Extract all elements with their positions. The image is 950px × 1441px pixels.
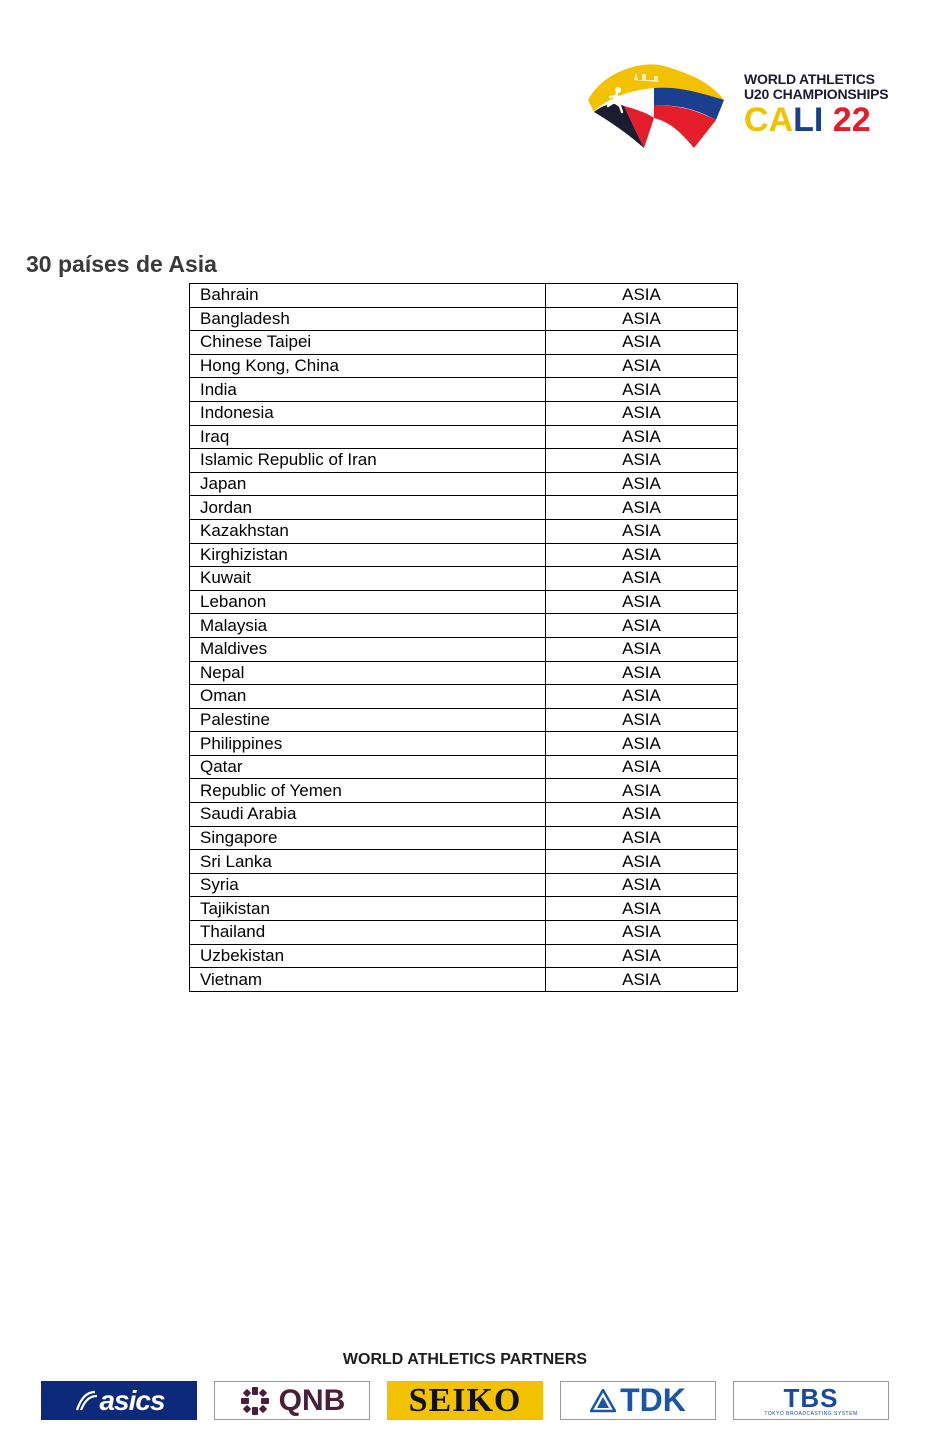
country-cell: Japan: [190, 472, 546, 496]
region-cell: ASIA: [546, 708, 738, 732]
logo-cali-22: [744, 102, 888, 138]
logo-cali-li: LI: [793, 101, 824, 139]
country-cell: Malaysia: [190, 614, 546, 638]
country-cell: Syria: [190, 873, 546, 897]
region-cell: ASIA: [546, 567, 738, 591]
country-cell: Nepal: [190, 661, 546, 685]
table-row: [190, 307, 738, 331]
table-row: [190, 472, 738, 496]
event-logo: [584, 60, 894, 155]
asics-logo-icon: [41, 1381, 197, 1420]
table-row: [190, 661, 738, 685]
table-row: [190, 921, 738, 945]
country-cell: Thailand: [190, 921, 546, 945]
logo-cali-num: 22: [832, 101, 871, 139]
region-cell: ASIA: [546, 897, 738, 921]
table-row: [190, 449, 738, 473]
country-cell: Vietnam: [190, 968, 546, 992]
table-row: [190, 590, 738, 614]
region-cell: ASIA: [546, 378, 738, 402]
table-row: [190, 944, 738, 968]
seiko-logo-icon: [387, 1381, 543, 1420]
table-row: [190, 378, 738, 402]
region-cell: ASIA: [546, 661, 738, 685]
region-cell: ASIA: [546, 590, 738, 614]
region-cell: ASIA: [546, 331, 738, 355]
asics-stripe-icon: [73, 1390, 99, 1412]
logo-cali-a: A: [768, 101, 794, 139]
tbs-logo-text: TBS: [783, 1382, 839, 1413]
table-row: [190, 897, 738, 921]
table-row: [190, 614, 738, 638]
tbs-logo-subtext: TOKYO BROADCASTING SYSTEM: [764, 1410, 858, 1417]
region-cell: ASIA: [546, 543, 738, 567]
country-cell: Qatar: [190, 755, 546, 779]
qnb-logo-icon: [214, 1381, 370, 1420]
country-cell: Islamic Republic of Iran: [190, 449, 546, 473]
country-cell: Kuwait: [190, 567, 546, 591]
country-cell: Kazakhstan: [190, 519, 546, 543]
table-row: [190, 732, 738, 756]
tdk-emblem-icon: [590, 1389, 616, 1413]
partners-row: [41, 1381, 889, 1420]
region-cell: ASIA: [546, 826, 738, 850]
tdk-logo-icon: [560, 1381, 716, 1420]
seiko-logo-text: SEIKO: [408, 1381, 522, 1419]
region-cell: ASIA: [546, 755, 738, 779]
region-cell: ASIA: [546, 944, 738, 968]
logo-line-1: WORLD ATHLETICS: [744, 71, 875, 87]
tdk-logo-text: TDK: [620, 1382, 686, 1418]
table-row: [190, 331, 738, 355]
qnb-emblem-icon: [239, 1385, 271, 1417]
table-row: [190, 826, 738, 850]
country-table-body: [190, 284, 738, 992]
table-row: [190, 685, 738, 709]
region-cell: ASIA: [546, 449, 738, 473]
runner-emblem-icon: [584, 60, 732, 152]
table-row: [190, 803, 738, 827]
region-cell: ASIA: [546, 873, 738, 897]
section-title: 30 países de Asia: [26, 251, 217, 277]
region-cell: ASIA: [546, 732, 738, 756]
country-cell: Iraq: [190, 425, 546, 449]
region-cell: ASIA: [546, 425, 738, 449]
country-cell: Bahrain: [190, 284, 546, 308]
country-cell: Hong Kong, China: [190, 354, 546, 378]
region-cell: ASIA: [546, 779, 738, 803]
country-table: [189, 283, 738, 992]
country-cell: Palestine: [190, 708, 546, 732]
table-row: [190, 496, 738, 520]
table-row: [190, 850, 738, 874]
country-cell: India: [190, 378, 546, 402]
country-cell: Kirghizistan: [190, 543, 546, 567]
country-cell: Singapore: [190, 826, 546, 850]
table-row: [190, 519, 738, 543]
country-cell: Lebanon: [190, 590, 546, 614]
table-row: [190, 873, 738, 897]
logo-wordmark: [744, 72, 888, 138]
country-cell: Bangladesh: [190, 307, 546, 331]
country-cell: Republic of Yemen: [190, 779, 546, 803]
region-cell: ASIA: [546, 354, 738, 378]
logo-cali-c: C: [744, 101, 769, 139]
table-row: [190, 567, 738, 591]
country-cell: Jordan: [190, 496, 546, 520]
tbs-logo-icon: [733, 1381, 889, 1420]
country-cell: Saudi Arabia: [190, 803, 546, 827]
asics-logo-text: asics: [99, 1384, 165, 1416]
country-cell: Maldives: [190, 637, 546, 661]
table-row: [190, 968, 738, 992]
region-cell: ASIA: [546, 637, 738, 661]
region-cell: ASIA: [546, 850, 738, 874]
partners-title: WORLD ATHLETICS PARTNERS: [342, 1351, 588, 1368]
region-cell: ASIA: [546, 307, 738, 331]
qnb-logo-text: QNB: [278, 1383, 346, 1417]
logo-line-2: U20 CHAMPIONSHIPS: [744, 86, 889, 102]
table-row: [190, 284, 738, 308]
region-cell: ASIA: [546, 472, 738, 496]
table-row: [190, 637, 738, 661]
country-cell: Philippines: [190, 732, 546, 756]
region-cell: ASIA: [546, 401, 738, 425]
table-row: [190, 401, 738, 425]
table-row: [190, 779, 738, 803]
country-cell: Oman: [190, 685, 546, 709]
country-cell: Tajikistan: [190, 897, 546, 921]
table-row: [190, 425, 738, 449]
country-cell: Chinese Taipei: [190, 331, 546, 355]
region-cell: ASIA: [546, 921, 738, 945]
country-cell: Indonesia: [190, 401, 546, 425]
table-row: [190, 543, 738, 567]
region-cell: ASIA: [546, 284, 738, 308]
region-cell: ASIA: [546, 968, 738, 992]
country-cell: Uzbekistan: [190, 944, 546, 968]
table-row: [190, 354, 738, 378]
country-cell: Sri Lanka: [190, 850, 546, 874]
table-row: [190, 755, 738, 779]
region-cell: ASIA: [546, 496, 738, 520]
table-row: [190, 708, 738, 732]
region-cell: ASIA: [546, 685, 738, 709]
region-cell: ASIA: [546, 614, 738, 638]
region-cell: ASIA: [546, 519, 738, 543]
region-cell: ASIA: [546, 803, 738, 827]
